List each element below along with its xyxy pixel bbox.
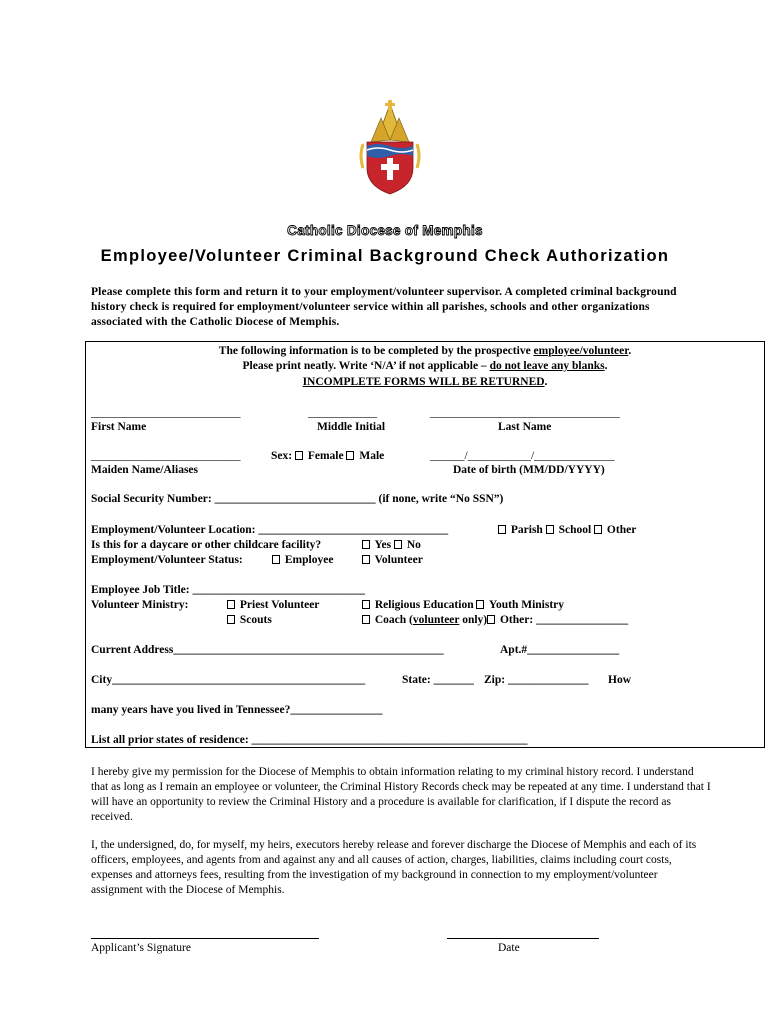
youth-ministry-checkbox[interactable]: [476, 600, 484, 609]
ministry-priest: Priest Volunteer: [227, 599, 319, 611]
sex-field: Sex: Female Male: [271, 450, 385, 462]
daycare-options: Yes No: [362, 539, 421, 551]
status-label: Employment/Volunteer Status:: [91, 554, 243, 566]
first-name-field[interactable]: __________________________: [91, 407, 241, 419]
daycare-no-checkbox[interactable]: [394, 540, 402, 549]
ministry-label: Volunteer Ministry:: [91, 599, 189, 611]
date-label: Date: [498, 942, 520, 954]
last-name-field[interactable]: _________________________________: [430, 407, 620, 419]
status-volunteer: Volunteer: [362, 554, 423, 566]
ministry-other-checkbox[interactable]: [487, 615, 495, 624]
school-checkbox[interactable]: [546, 525, 554, 534]
last-name-label: Last Name: [498, 421, 552, 433]
location-type-options: Parish School Other: [498, 524, 636, 536]
how-text: How: [608, 674, 631, 686]
applicant-signature-line[interactable]: [91, 938, 319, 939]
status-employee: Employee: [272, 554, 333, 566]
job-title-field[interactable]: Employee Job Title: ______________________________: [91, 584, 365, 596]
current-address-field[interactable]: Current Address_______________________________________________: [91, 644, 444, 656]
instructions-line-2: Please print neatly. Write ‘N/A’ if not applicable – do not leave any blanks.: [242, 360, 608, 372]
state-field[interactable]: State: _______: [402, 674, 474, 686]
middle-initial-label: Middle Initial: [317, 421, 386, 433]
coach-checkbox[interactable]: [362, 615, 370, 624]
intro-paragraph: Please complete this form and return it to your employment/volunteer supervisor. A completed criminal background history check is required for employment/volunteer service within all parishes, schools and other organizations associated with the Catholic Diocese of Memphis.: [91, 286, 677, 328]
dob-label: Date of birth (MM/DD/YYYY): [453, 464, 605, 476]
daycare-question: Is this for a daycare or other childcare facility?: [91, 539, 322, 551]
religious-education-checkbox[interactable]: [362, 600, 370, 609]
instructions-line-3: INCOMPLETE FORMS WILL BE RETURNED.: [302, 376, 548, 388]
volunteer-checkbox[interactable]: [362, 555, 370, 564]
release-paragraph: I, the undersigned, do, for myself, my heirs, executors hereby release and forever discharge the Diocese of Memphis and each of its officers, employees, and agents from and against any and all causes of action, charges, liabilities, claims including court costs, expenses and attorneys fees, resulting from the investigation of my background in connection to my employment/volunteer assignment with the Diocese of Memphis.: [91, 839, 697, 896]
date-signature-line[interactable]: [447, 938, 599, 939]
other-checkbox[interactable]: [594, 525, 602, 534]
daycare-yes-checkbox[interactable]: [362, 540, 370, 549]
location-field[interactable]: Employment/Volunteer Location: _________________________________: [91, 524, 449, 536]
employee-checkbox[interactable]: [272, 555, 280, 564]
apt-field[interactable]: Apt.#________________: [500, 644, 620, 656]
middle-initial-field[interactable]: ____________: [308, 407, 377, 419]
form-title: Employee/Volunteer Criminal Background Check Authorization: [100, 247, 670, 265]
ssn-field[interactable]: Social Security Number: ____________________________ (if none, write “No SSN”): [91, 493, 504, 505]
maiden-name-field[interactable]: __________________________: [91, 450, 241, 462]
ministry-scouts: Scouts: [227, 614, 272, 626]
zip-field[interactable]: Zip: ______________: [484, 674, 589, 686]
ministry-coach: Coach (volunteer only) Other: ________________: [362, 614, 628, 626]
prior-states-field[interactable]: List all prior states of residence: ________________________________________________: [91, 734, 528, 746]
male-checkbox[interactable]: [346, 451, 354, 460]
maiden-name-label: Maiden Name/Aliases: [91, 464, 199, 476]
female-checkbox[interactable]: [295, 451, 303, 460]
years-tennessee-field[interactable]: many years have you lived in Tennessee?________________: [91, 704, 383, 716]
diocese-crest-icon: [355, 100, 425, 196]
permission-paragraph: I hereby give my permission for the Diocese of Memphis to obtain information relating to my criminal history record. I understand that as long as I remain an employee or volunteer, the Criminal History Records check may be repeated at any time. I understand that I will have an opportunity to review the Criminal History and a procedure is available for clarification, if I dispute the record as received.: [91, 766, 711, 823]
city-field[interactable]: City____________________________________________: [91, 674, 366, 686]
first-name-label: First Name: [91, 421, 147, 433]
applicant-signature-label: Applicant’s Signature: [91, 942, 191, 954]
organization-name: Catholic Diocese of Memphis: [287, 223, 483, 238]
instructions-line-1: The following information is to be completed by the prospective employee/volunteer.: [218, 345, 632, 357]
dob-field[interactable]: ______/___________/______________: [430, 450, 615, 462]
parish-checkbox[interactable]: [498, 525, 506, 534]
ministry-religious: Religious Education Youth Ministry: [362, 599, 564, 611]
priest-volunteer-checkbox[interactable]: [227, 600, 235, 609]
scouts-checkbox[interactable]: [227, 615, 235, 624]
